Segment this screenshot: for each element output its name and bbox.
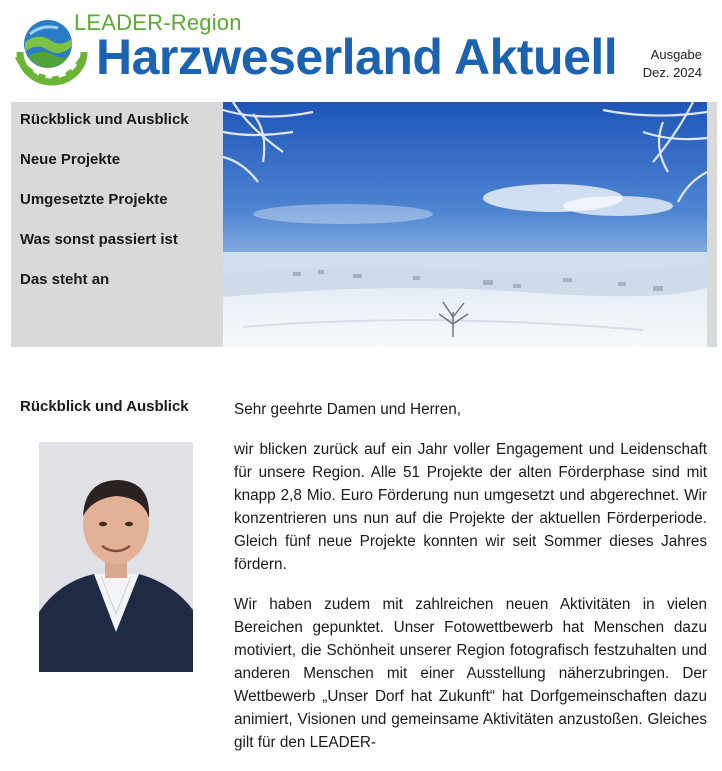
section-navigation <box>20 108 210 308</box>
author-portrait <box>39 442 193 672</box>
issue-date: Dez. 2024 <box>642 65 702 80</box>
nav-item-rueckblick[interactable]: Rückblick und Ausblick <box>20 111 189 128</box>
hero-image <box>223 102 707 347</box>
nav-item-sonst-passiert[interactable]: Was sonst passiert ist <box>20 231 178 248</box>
snowy-landscape-icon <box>223 102 707 347</box>
man-portrait-icon <box>39 442 193 672</box>
issue-info <box>643 46 702 82</box>
nav-item-neue-projekte[interactable]: Neue Projekte <box>20 151 121 168</box>
article-paragraph: Wir haben zudem mit zahlreichen neuen Aktivitäten in vielen Bereichen gepunktet. Unser Fotowettbewerb hat Menschen dazu motiviert, die Schönheit unserer Region fotografisch festzuhalten und anderen Menschen mit einer Ausstellung näherzubringen. Der Wettbewerb „Unser Dorf hat Zukunft“ hat Dorfgemeinschaften dazu animiert, Visionen und gemeinsame Aktivitäten anzustoßen. Gleiches gilt für den LEADER- <box>234 596 707 751</box>
nav-item-steht-an[interactable]: Das steht an <box>20 271 110 288</box>
greeting: Sehr geehrte Damen und Herren, <box>234 401 462 418</box>
article-paragraph: wir blicken zurück auf ein Jahr voller Engagement und Leidenschaft für unsere Region. Alle 51 Projekte der alten Förderphase sind mit knapp 2,8 Mio. Euro Förderung nun umgesetzt und abgerechnet. Wir konzentrieren uns nun auf die Projekte der aktuellen Förderperiode. Gleich fünf neue Projekte konnten wir seit Sommer dieses Jahres fördern. <box>234 441 707 573</box>
nav-item-umgesetzte-projekte[interactable]: Umgesetzte Projekte <box>20 191 168 208</box>
newsletter-title: Harzweserland Aktuell <box>96 29 618 85</box>
region-label: LEADER-Region <box>74 10 242 35</box>
article-section-label: Rückblick und Ausblick <box>20 398 189 415</box>
newsletter-header <box>0 0 722 100</box>
issue-label: Ausgabe <box>650 47 702 62</box>
article-body <box>234 398 707 771</box>
